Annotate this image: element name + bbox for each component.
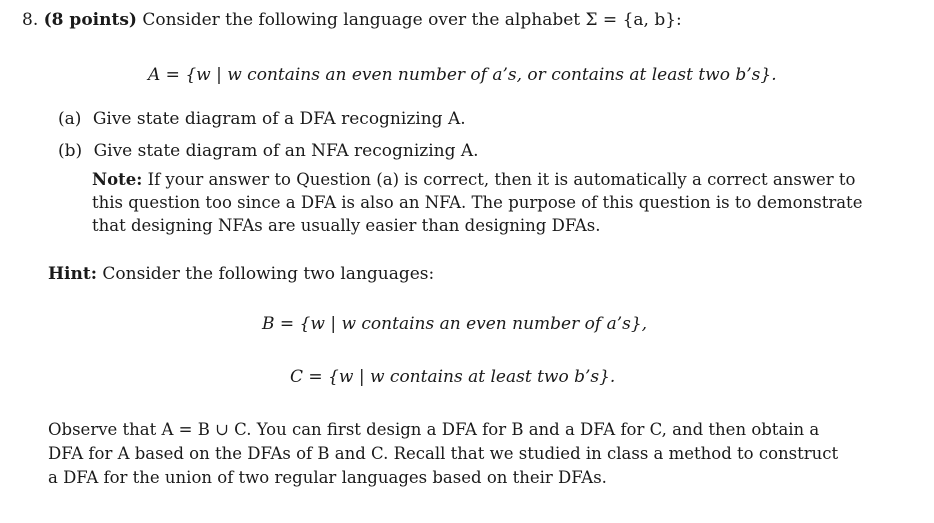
observe-line-3: a DFA for the union of two regular languages based on their DFAs. bbox=[48, 468, 607, 487]
part-a bbox=[58, 107, 466, 131]
note-label: Note: bbox=[92, 170, 143, 189]
question-intro: Consider the following language over the alphabet Σ = {a, b}: bbox=[142, 10, 682, 30]
observe-line-1: Observe that A = B ∪ C. You can first design a DFA for B and a DFA for C, and then obtain a bbox=[48, 420, 820, 439]
question-points: (8 points) bbox=[43, 10, 137, 30]
hint-label: Hint: bbox=[48, 264, 98, 284]
part-b-text: Give state diagram of an NFA recognizing A. bbox=[93, 141, 479, 161]
note-text-1: If your answer to Question (a) is correct, then it is automatically a correct answer to bbox=[147, 170, 856, 189]
question-header bbox=[22, 8, 682, 32]
part-a-text: Give state diagram of a DFA recognizing A. bbox=[92, 109, 466, 129]
part-b-label: (b) bbox=[58, 141, 83, 161]
note-line-1 bbox=[92, 168, 855, 192]
question-number: 8. bbox=[22, 10, 39, 30]
note-line-2: this question too since a DFA is also an NFA. The purpose of this question is to demonstrate bbox=[92, 193, 863, 212]
hint-text: Consider the following two languages: bbox=[102, 264, 435, 284]
note-line-3: that designing NFAs are usually easier than designing DFAs. bbox=[92, 216, 601, 235]
part-a-label: (a) bbox=[58, 109, 82, 129]
language-c-definition: C = {w | w contains at least two b’s}. bbox=[290, 367, 616, 387]
language-b-definition: B = {w | w contains an even number of a’s}, bbox=[262, 314, 648, 334]
hint-line bbox=[48, 262, 434, 286]
part-b bbox=[58, 139, 479, 163]
language-a-definition: A = {w | w contains an even number of a’s, or contains at least two b’s}. bbox=[148, 65, 777, 85]
observe-line-2: DFA for A based on the DFAs of B and C. Recall that we studied in class a method to construct bbox=[48, 444, 839, 463]
